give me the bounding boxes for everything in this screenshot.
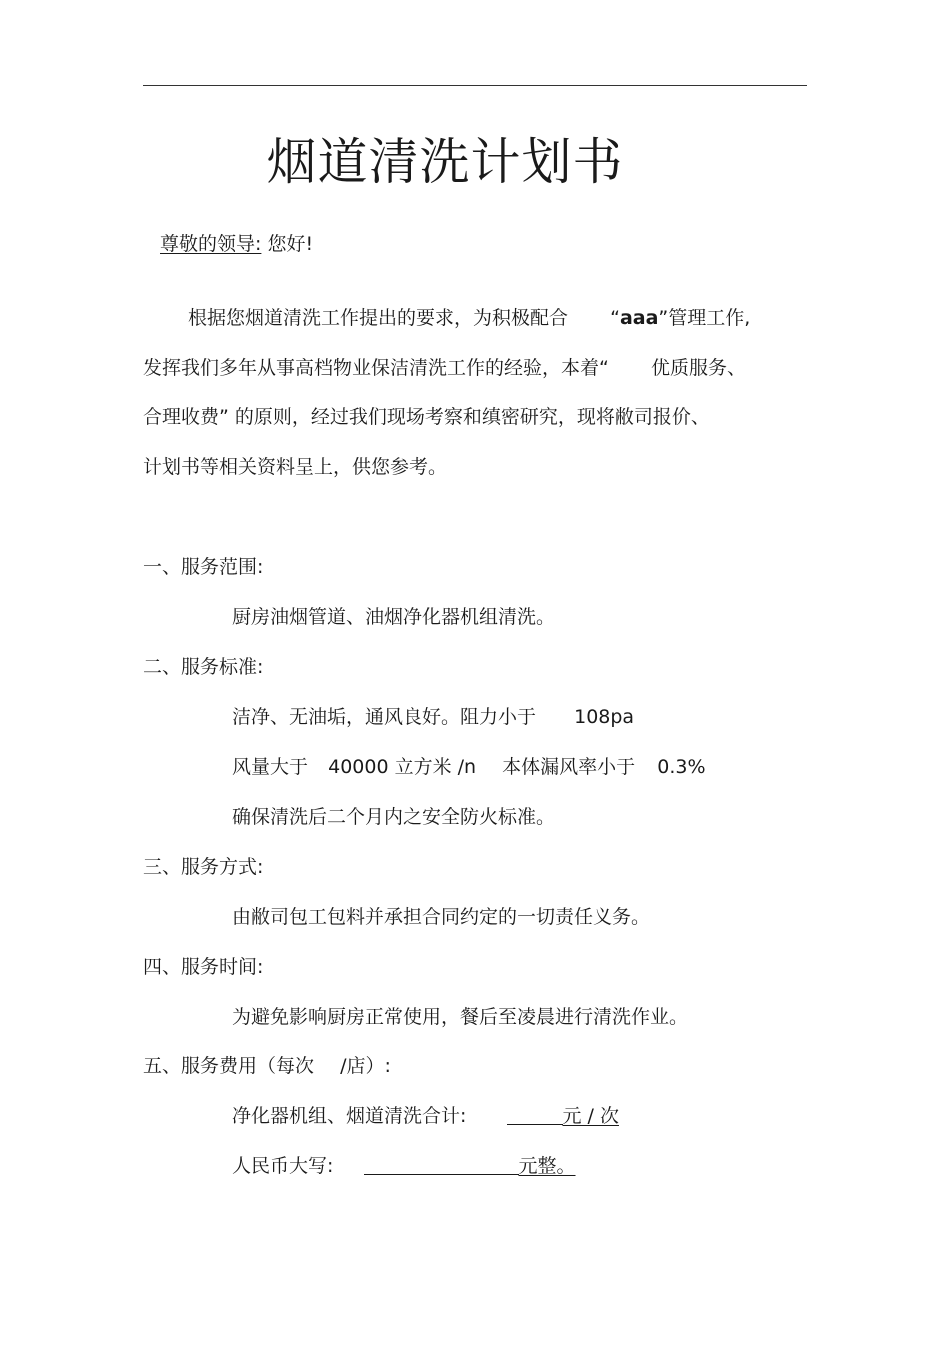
salutation [160,232,313,256]
header-rule [143,85,807,86]
scope-text: 厨房油烟管道、油烟净化器机组清洗。 [232,606,556,628]
fee-total-label: 净化器机组、烟道清洗合计: [232,1105,467,1127]
intro-line-3: 合理收费” 的原则，经过我们现场考察和缜密研究，现将敝司报价、 [143,406,710,428]
leak-rate-value: 0.3% [657,756,706,778]
fee-total-unit: 元 / 次 [562,1105,619,1127]
salutation-to: 尊敬的领导: [160,233,262,255]
airflow-value: 40000 立方米 /n [328,756,477,778]
quote-open: “ [610,307,620,329]
method-text: 由敝司包工包料并承担合同约定的一切责任义务。 [232,906,651,928]
fee-chinese-unit: 元整。 [518,1155,576,1177]
standard-line-3: 确保清洗后二个月内之安全防火标准。 [232,806,556,828]
fee-chinese-blank[interactable] [364,1154,519,1175]
fee-title-unit: /店）: [340,1055,391,1077]
salutation-greeting: 您好! [267,233,314,255]
intro-text: ”管理工作, [658,307,751,329]
standard-text: 洁净、无油垢，通风良好。阻力小于 [232,706,537,728]
intro-line-2 [143,356,746,380]
fee-line-total [232,1104,619,1128]
client-name: aaa [619,307,659,329]
fee-title: 五、服务费用（每次 [143,1055,315,1077]
section-title-scope: 一、服务范围: [143,556,264,578]
intro-line-1 [188,306,750,330]
section-title-method: 三、服务方式: [143,856,264,878]
time-text: 为避免影响厨房正常使用，餐后至凌晨进行清洗作业。 [232,1006,689,1028]
section-title-fee [143,1054,391,1078]
fee-line-chinese [232,1154,576,1178]
intro-line-4: 计划书等相关资料呈上，供您参考。 [143,456,448,478]
document-title: 烟道清洗计划书 [266,133,624,191]
fee-total-blank[interactable] [507,1104,563,1125]
intro-text: 根据您烟道清洗工作提出的要求，为积极配合 [188,307,569,329]
intro-text: 发挥我们多年从事高档物业保洁清洗工作的经验，本着“ [143,357,609,379]
standard-line-2 [232,755,706,779]
standard-text: 风量大于 [232,756,309,778]
resistance-value: 108pa [574,706,635,728]
fee-chinese-label: 人民币大写: [232,1155,334,1177]
intro-text: 优质服务、 [650,357,746,379]
standard-line-1 [232,705,634,729]
section-title-standard: 二、服务标准: [143,656,264,678]
standard-text: 本体漏风率小于 [502,756,636,778]
section-title-time: 四、服务时间: [143,956,264,978]
